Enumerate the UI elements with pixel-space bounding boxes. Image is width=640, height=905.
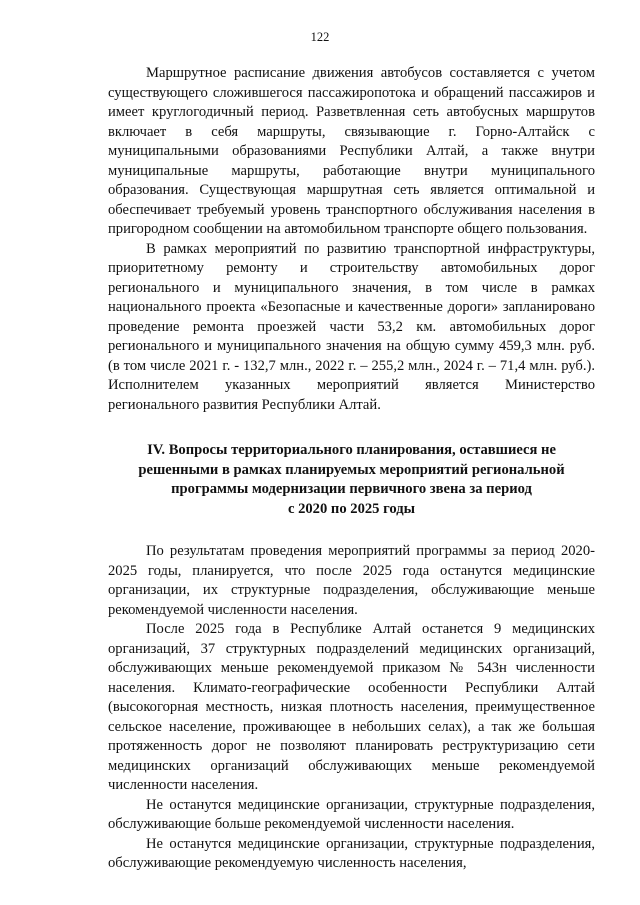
paragraph-road-infrastructure: В рамках мероприятий по развитию транспортной инфраструктуры, приоритетному ремонту и строительству автомобильных дорог регионального и муниципального значения, в том числе в рамках национального проекта «Безопасные и качественные дороги» запланировано проведение ремонта проезжей части 53,2 км. автомобильных дорог регионального и муниципального значения на общую сумму 459,3 млн. руб. (в том числе 2021 г. - 132,7 млн., 2022 г. – 255,2 млн., 2024 г. – 71,4 млн. руб.). Исполнителем указанных мероприятий является Министерство регионального развития Республики Алтай. — [108, 240, 595, 413]
paragraph-after-2025: После 2025 года в Республике Алтай останется 9 медицинских организаций, 37 структурных подразделений медицинских организаций, обслуживающих меньше рекомендуемой приказом № 543н численности населения. Климато-географические особенности Республики Алтай (высокогорная местность, низкая плотность населения, преимущественное сельское население, проживающее в небольших селах), а так же большая протяженность дорог не позволяют планировать реструктуризацию сети медицинских организаций обслуживающих меньше рекомендуемой численности населения. — [108, 621, 595, 793]
section-heading-line-4: с 2020 по 2025 годы — [287, 500, 416, 517]
document-body — [108, 64, 595, 874]
section-heading-line-1: IV. Вопросы территориального планирования, оставшиеся не — [147, 442, 556, 458]
paragraph-program-results: По результатам проведения мероприятий программы за период 2020-2025 годы, планируется, что после 2025 года останутся медицинские организации, их структурные подразделения, обслуживающие меньше рекомендуемой численности населения. — [108, 543, 595, 618]
paragraph-no-recommended-capacity: Не останутся медицинские организации, структурные подразделения, обслуживающие рекомендуемую численность населения, — [108, 835, 595, 871]
section-heading-line-3: программы модернизации первичного звена за период — [171, 481, 532, 497]
page-number: 122 — [310, 30, 330, 44]
paragraph-no-over-capacity: Не останутся медицинские организации, структурные подразделения, обслуживающие больше рекомендуемой численности населения. — [108, 796, 595, 832]
paragraph-bus-schedule: Маршрутное расписание движения автобусов составляется с учетом существующего сложившегося пассажиропотока и обращений пассажиров и имеет круглогодичный период. Разветвленная сеть автобусных маршрутов включает в себя маршруты, связывающие г. Горно-Алтайск с муниципальными образованиями Республики Алтай, а также внутри муниципальные маршруты, работающие внутри муниципального образования. Существующая маршрутная сеть является оптимальной и обеспечивает требуемый уровень транспортного обслуживания населения в пригородном сообщении на автомобильном транспорте общего пользования. — [108, 65, 595, 237]
section-heading-line-2: решенными в рамках планируемых мероприятий региональной — [138, 461, 565, 478]
section-heading — [108, 441, 595, 519]
